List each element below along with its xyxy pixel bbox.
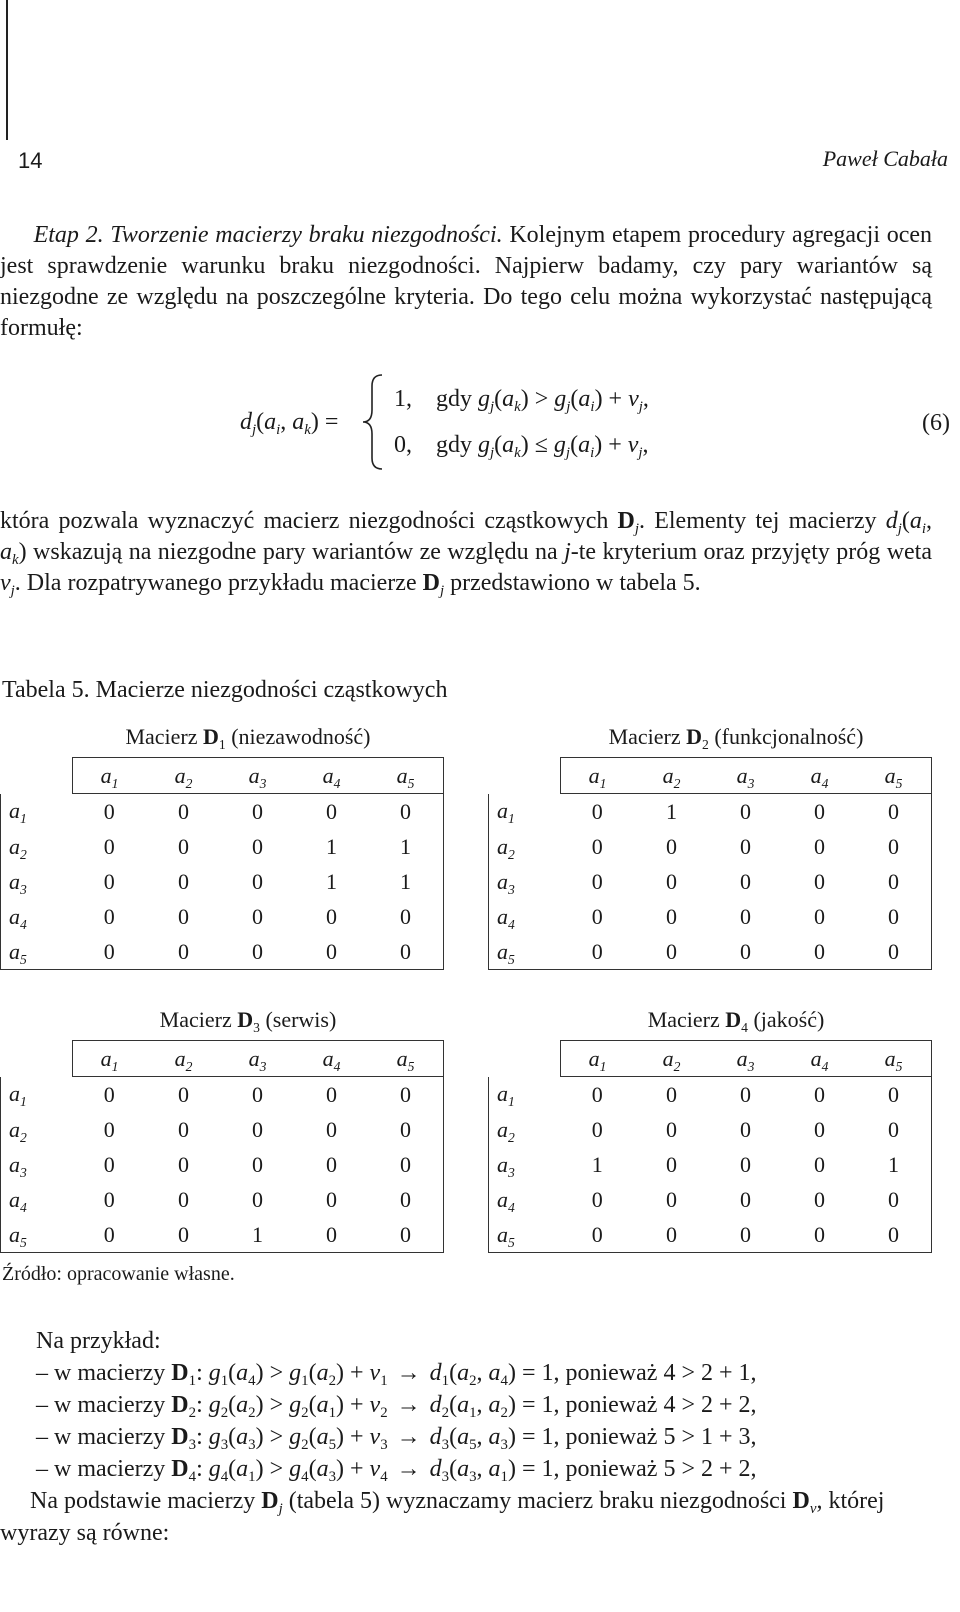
matrix-cell: 0 <box>740 1116 751 1142</box>
matrix-cell: 0 <box>369 1182 444 1217</box>
row-header: $a_2$ <box>489 829 561 864</box>
row-header: $a_2$ <box>1 829 73 864</box>
matrix-row <box>489 829 932 864</box>
column-header: $a_1$ <box>560 758 635 794</box>
matrix-corner-cell <box>489 758 561 794</box>
matrix-cell: 0 <box>221 934 295 970</box>
matrix-cell: 0 <box>178 1081 189 1107</box>
matrix-table-4 <box>488 1040 932 1253</box>
matrix-cell: 0 <box>591 1116 603 1142</box>
row-header: $a_2$ <box>489 1112 561 1147</box>
matrix-row <box>489 1182 932 1217</box>
row-header: $a_5$ <box>489 934 561 970</box>
matrix-cell: 0 <box>103 1116 115 1142</box>
matrix-corner-cell <box>489 1041 561 1077</box>
matrix-cell: 0 <box>369 934 444 970</box>
example-line: – w macierzy $D_3$: $g_3(a_3) > g_2(a_5) + v_3 \to d_3(a_5$, $a_3) = 1$, ponieważ 5 > 1 + 3, <box>36 1421 932 1453</box>
matrix-row <box>1 1217 444 1253</box>
matrix-row <box>1 934 444 970</box>
row-header: $a_3$ <box>1 1147 73 1182</box>
matrix-cell: 0 <box>814 833 825 859</box>
matrix-cell: 0 <box>857 829 932 864</box>
matrix-cell: 0 <box>635 934 709 970</box>
matrix-cell: 0 <box>740 833 751 859</box>
row-header: $a_4$ <box>1 1182 73 1217</box>
matrix-cell: 0 <box>591 1081 603 1107</box>
matrix-cell: 0 <box>666 903 677 929</box>
matrix-cell: 0 <box>103 798 115 824</box>
matrix-row <box>1 864 444 899</box>
matrix-cell: 0 <box>369 1217 444 1253</box>
matrix-cell: 1 <box>326 868 337 894</box>
matrix-cell: 0 <box>72 934 147 970</box>
matrix-cell: 0 <box>591 868 603 894</box>
matrix-cell: 0 <box>252 1151 263 1177</box>
row-header: $a_1$ <box>1 794 73 830</box>
example-heading: Na przykład: <box>36 1328 161 1354</box>
matrix-cell: 0 <box>326 1151 337 1177</box>
matrix-cell: 0 <box>783 1217 857 1253</box>
matrix-cell: 0 <box>666 1081 677 1107</box>
matrix-row <box>1 829 444 864</box>
matrix-cell: 0 <box>252 1186 263 1212</box>
matrix-cell: 0 <box>178 903 189 929</box>
matrix-row <box>489 1077 932 1113</box>
matrix-cell: 0 <box>666 1151 677 1177</box>
matrix-cell: 0 <box>369 1077 444 1113</box>
row-header: $a_3$ <box>489 1147 561 1182</box>
row-header: $a_4$ <box>489 1182 561 1217</box>
matrix-cell: 0 <box>783 934 857 970</box>
column-header: $a_4$ <box>783 1041 857 1077</box>
matrix-cell: 0 <box>147 934 221 970</box>
arrow-right-icon: → <box>396 1360 421 1386</box>
row-header: $a_4$ <box>1 899 73 934</box>
matrix-cell: 0 <box>709 934 783 970</box>
matrix-cell: 0 <box>178 1116 189 1142</box>
example-line: – w macierzy $D_4$: $g_4(a_1) > g_4(a_3) + v_4 \to d_3(a_3$, $a_1) = 1$, ponieważ 5 > 2 + 2, <box>36 1453 932 1485</box>
row-header: $a_1$ <box>489 1077 561 1113</box>
matrix-cell: 0 <box>369 1112 444 1147</box>
matrix-cell: 0 <box>178 868 189 894</box>
formula-brace-icon <box>360 372 388 472</box>
column-header: $a_4$ <box>783 758 857 794</box>
column-header: $a_4$ <box>295 1041 369 1077</box>
matrix-cell: 0 <box>103 1081 115 1107</box>
formula-lhs: $d_j(a_i$, $a_k$) = <box>240 409 339 439</box>
matrix-cell: 0 <box>814 1186 825 1212</box>
matrix-cell: 0 <box>103 903 115 929</box>
arrow-right-icon: → <box>396 1456 421 1482</box>
matrix-cell: 0 <box>740 798 751 824</box>
column-header: $a_5$ <box>369 1041 444 1077</box>
margin-rule <box>6 0 8 140</box>
matrix-cell: 0 <box>103 833 115 859</box>
matrix-row <box>1 899 444 934</box>
matrix-table-3 <box>0 1040 444 1253</box>
matrix-cell: 0 <box>666 868 677 894</box>
matrix-cell: 0 <box>857 934 932 970</box>
column-header: $a_2$ <box>635 1041 709 1077</box>
matrix-row <box>489 1147 932 1182</box>
running-head-author: Paweł Cabała <box>822 146 948 171</box>
matrix-cell: 0 <box>740 1151 751 1177</box>
matrix-cell: 1 <box>857 1147 932 1182</box>
example-line: – w macierzy $D_1$: $g_1(a_4) > g_1(a_2) + v_1 \to d_1(a_2$, $a_4) = 1$, ponieważ 4 > 2 + 1, <box>36 1357 932 1389</box>
matrix-cell: 0 <box>326 1081 337 1107</box>
matrix-header-row <box>1 758 444 794</box>
matrix-cell: 0 <box>591 903 603 929</box>
matrix-cell: 0 <box>857 899 932 934</box>
matrix-title-4: Macierz $D_4$ (jakość) <box>647 1007 825 1035</box>
matrix-row <box>489 899 932 934</box>
matrix-cell: 0 <box>103 1151 115 1177</box>
matrix-cell: 0 <box>591 833 603 859</box>
matrix-cell: 0 <box>560 934 635 970</box>
column-header: $a_1$ <box>560 1041 635 1077</box>
column-header: $a_1$ <box>72 758 147 794</box>
matrix-row <box>1 794 444 830</box>
matrix-row <box>1 1112 444 1147</box>
matrix-cell: 0 <box>252 1116 263 1142</box>
matrix-table-2 <box>488 757 932 970</box>
matrix-cell: 0 <box>178 833 189 859</box>
matrix-cell: 0 <box>591 798 603 824</box>
row-header: $a_1$ <box>489 794 561 830</box>
matrix-cell: 0 <box>666 1116 677 1142</box>
matrix-cell: 0 <box>326 1186 337 1212</box>
matrix-table-1 <box>0 757 444 970</box>
matrix-cell: 0 <box>252 833 263 859</box>
matrix-cell: 0 <box>369 794 444 830</box>
arrow-right-icon: → <box>396 1392 421 1418</box>
matrix-row <box>1 1077 444 1113</box>
example-line: – w macierzy $D_2$: $g_2(a_2) > g_2(a_1) + v_2 \to d_2(a_1$, $a_2) = 1$, ponieważ 4 > 2 + 2, <box>36 1389 932 1421</box>
matrix-cell: 0 <box>740 903 751 929</box>
matrix-cell: 0 <box>72 1217 147 1253</box>
column-header: $a_5$ <box>857 758 932 794</box>
column-header: $a_1$ <box>72 1041 147 1077</box>
matrix-cell: 0 <box>857 864 932 899</box>
arrow-right-icon: → <box>396 1424 421 1450</box>
matrix-cell: 1 <box>326 833 337 859</box>
column-header: $a_3$ <box>709 758 783 794</box>
row-header: $a_3$ <box>1 864 73 899</box>
table-caption: Tabela 5. Macierze niezgodności cząstkowych <box>2 677 448 703</box>
matrix-cell: 0 <box>369 1147 444 1182</box>
closing-paragraph: Na podstawie macierzy $D_j$ (tabela 5) wyznaczamy macierz braku niezgodności $D_v$, której wyrazy są równe: <box>0 1488 885 1546</box>
matrix-row <box>489 934 932 970</box>
row-header: $a_5$ <box>1 1217 73 1253</box>
column-header: $a_5$ <box>857 1041 932 1077</box>
column-header: $a_3$ <box>221 1041 295 1077</box>
page-number: 14 <box>18 148 43 173</box>
matrix-cell: 0 <box>857 794 932 830</box>
matrix-cell: 0 <box>857 1112 932 1147</box>
matrix-cell: 0 <box>252 868 263 894</box>
row-header: $a_5$ <box>489 1217 561 1253</box>
step-heading: Etap 2. Tworzenie macierzy braku niezgodności. <box>33 222 503 248</box>
matrix-cell: 0 <box>178 1186 189 1212</box>
matrix-row <box>489 1217 932 1253</box>
source-note: Źródło: opracowanie własne. <box>2 1263 235 1285</box>
matrix-corner-cell <box>1 1041 73 1077</box>
matrix-title-3: Macierz $D_3$ (serwis) <box>159 1007 337 1035</box>
matrix-cell: 0 <box>857 1217 932 1253</box>
matrix-cell: 0 <box>635 1217 709 1253</box>
intro-paragraph <box>0 220 932 344</box>
matrix-cell: 0 <box>147 1217 221 1253</box>
matrix-row <box>489 864 932 899</box>
matrix-row <box>1 1182 444 1217</box>
matrix-row <box>489 1112 932 1147</box>
row-header: $a_5$ <box>1 934 73 970</box>
matrix-title-2: Macierz $D_2$ (funkcjonalność) <box>608 724 864 752</box>
intro-text: Kolejnym etapem procedury agregacji ocen jest sprawdzenie warunku braku niezgodności. Najpierw badamy, czy pary wariantów są niezgodne ze względu na poszczególne kryteria. Do tego celu można wykorzystać następującą formułę: <box>0 222 933 341</box>
formula-explanation-paragraph: która pozwala wyznaczyć macierz niezgodności cząstkowych $D_j$. Elementy tej macierzy $d_j(a_i$, $a_k$) wskazują na niezgodne pary wariantów ze względu na j-te kryterium oraz przyjęty próg weta $v_j$. Dla rozpatrywanego przykładu macierze $D_j$ przedstawiono w tabela 5. <box>0 508 932 600</box>
matrix-row <box>489 794 932 830</box>
row-header: $a_4$ <box>489 899 561 934</box>
equation-number: (6) <box>922 410 950 436</box>
matrix-cell: 0 <box>591 1186 603 1212</box>
formula-case-2: 0, gdy $g_j(a_k) \le g_j(a_i) + v_j$, <box>394 432 649 462</box>
matrix-header-row <box>489 1041 932 1077</box>
formula-case-1: 1, gdy $g_j(a_k) > g_j(a_i) + v_j$, <box>394 386 649 416</box>
matrix-cell: 0 <box>252 903 263 929</box>
matrix-cell: 0 <box>326 1116 337 1142</box>
matrix-cell: 0 <box>178 1151 189 1177</box>
matrix-cell: 1 <box>369 864 444 899</box>
row-header: $a_2$ <box>1 1112 73 1147</box>
column-header: $a_3$ <box>221 758 295 794</box>
matrix-title-1: Macierz $D_1$ (niezawodność) <box>125 724 371 752</box>
matrix-cell: 0 <box>740 1081 751 1107</box>
matrix-header-row <box>489 758 932 794</box>
matrix-cell: 0 <box>103 1186 115 1212</box>
matrix-cell: 0 <box>666 1186 677 1212</box>
matrix-row <box>1 1147 444 1182</box>
matrix-cell: 0 <box>252 798 263 824</box>
matrix-cell: 0 <box>103 868 115 894</box>
matrix-cell: 0 <box>369 899 444 934</box>
matrix-cell: 0 <box>252 1081 263 1107</box>
row-header: $a_1$ <box>1 1077 73 1113</box>
matrix-cell: 1 <box>591 1151 603 1177</box>
column-header: $a_2$ <box>147 758 221 794</box>
matrix-cell: 0 <box>857 1182 932 1217</box>
matrix-cell: 0 <box>857 1077 932 1113</box>
column-header: $a_2$ <box>147 1041 221 1077</box>
matrix-cell: 0 <box>709 1217 783 1253</box>
column-header: $a_2$ <box>635 758 709 794</box>
matrix-header-row <box>1 1041 444 1077</box>
matrix-cell: 0 <box>814 903 825 929</box>
matrix-cell: 0 <box>326 903 337 929</box>
matrix-cell: 0 <box>326 798 337 824</box>
matrix-corner-cell <box>1 758 73 794</box>
matrix-cell: 0 <box>666 833 677 859</box>
matrix-cell: 0 <box>295 934 369 970</box>
example-block <box>36 1325 932 1485</box>
matrix-cell: 0 <box>740 1186 751 1212</box>
matrix-cell: 0 <box>814 1116 825 1142</box>
matrix-cell: 1 <box>369 829 444 864</box>
matrix-cell: 1 <box>221 1217 295 1253</box>
column-header: $a_5$ <box>369 758 444 794</box>
matrix-cell: 0 <box>814 1081 825 1107</box>
matrix-cell: 0 <box>178 798 189 824</box>
matrix-cell: 0 <box>814 868 825 894</box>
matrix-cell: 0 <box>560 1217 635 1253</box>
matrix-cell: 0 <box>814 798 825 824</box>
row-header: $a_3$ <box>489 864 561 899</box>
matrix-cell: 0 <box>295 1217 369 1253</box>
matrix-cell: 1 <box>666 798 677 824</box>
column-header: $a_3$ <box>709 1041 783 1077</box>
column-header: $a_4$ <box>295 758 369 794</box>
matrix-cell: 0 <box>814 1151 825 1177</box>
matrix-cell: 0 <box>740 868 751 894</box>
